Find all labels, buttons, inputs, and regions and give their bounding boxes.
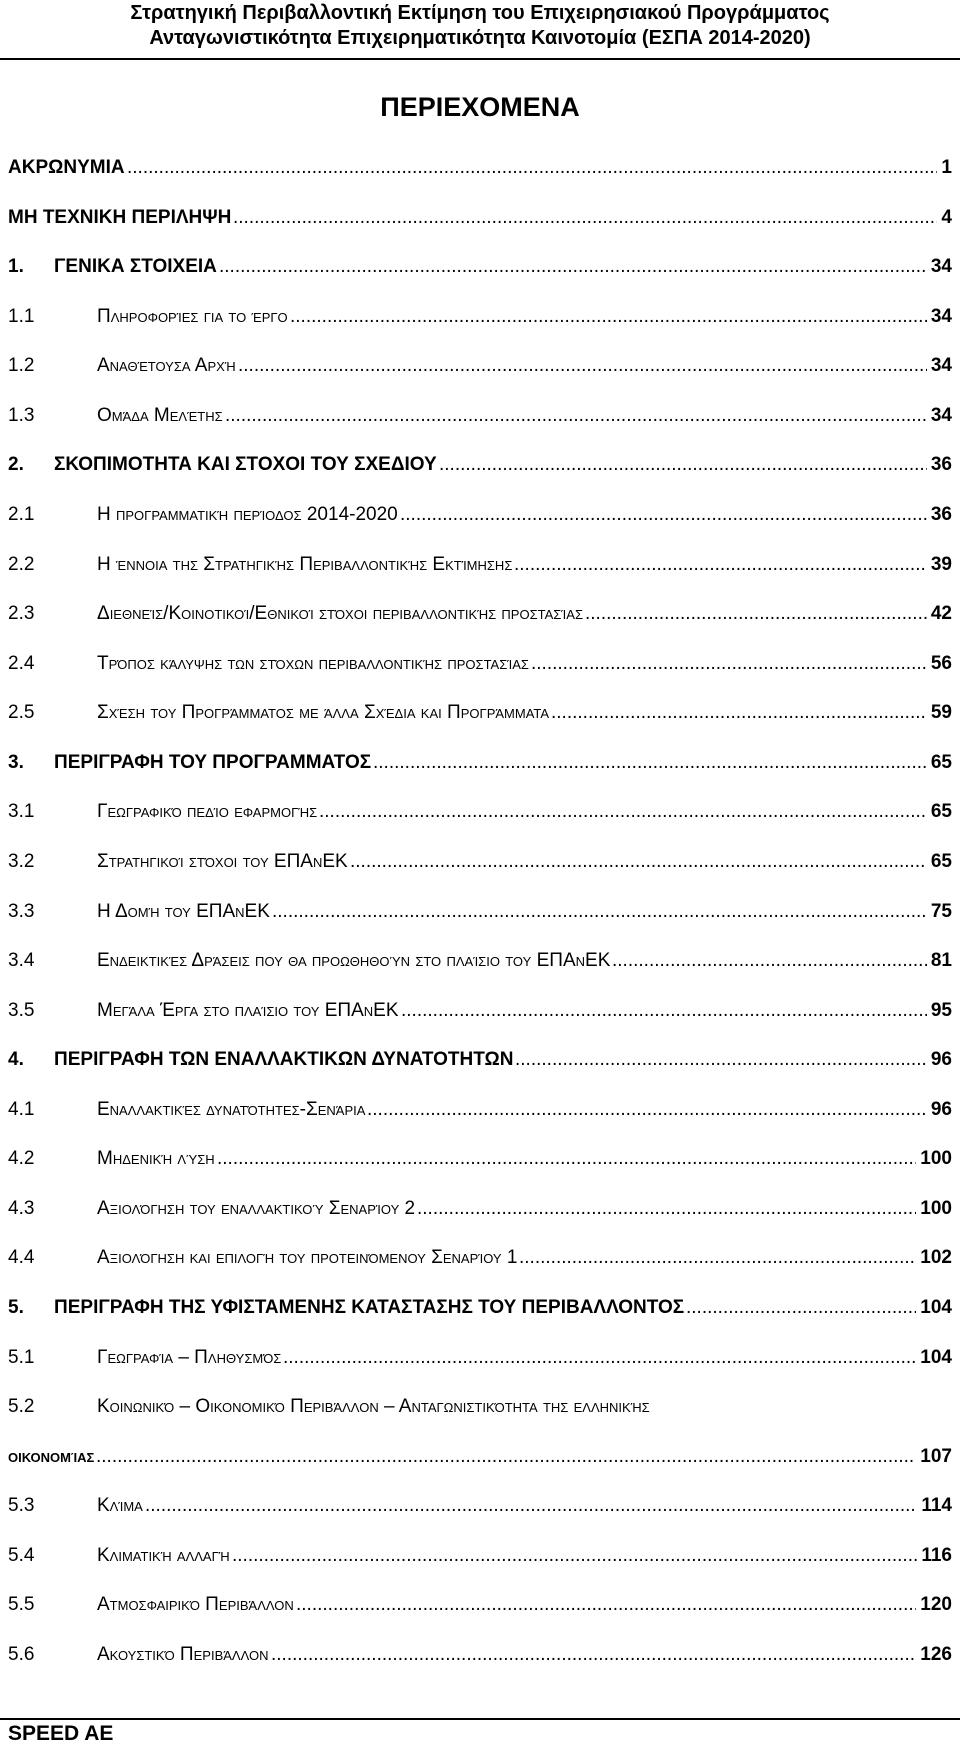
toc-entry-number: 5.2 (8, 1396, 35, 1417)
toc-entry[interactable] (0, 748, 960, 778)
toc-entry-title: Αξιολόγηση του εναλλακτικού Σεναρίου 2 (97, 1198, 416, 1219)
toc-dot-leader (612, 946, 927, 976)
toc-dot-leader (439, 450, 927, 480)
toc-entry-title: Γεωγραφία – Πληθυσμός (97, 1347, 282, 1368)
toc-entry-page: 104 (920, 1347, 952, 1368)
toc-entry[interactable] (0, 946, 960, 976)
toc-dot-leader (145, 1491, 917, 1521)
toc-entry-page: 42 (930, 603, 952, 624)
toc-entry-number: 2.2 (8, 554, 35, 575)
toc-entry[interactable] (0, 599, 960, 629)
toc-entry-page: 107 (920, 1446, 952, 1467)
toc-entry[interactable] (0, 1640, 960, 1670)
toc-entry-number: 3. (8, 752, 24, 773)
footer-company: SPEED AE (8, 1722, 114, 1745)
toc-dot-leader (400, 500, 927, 530)
toc-entry[interactable] (0, 1095, 960, 1125)
toc-entry[interactable] (0, 1194, 960, 1224)
header-rule (0, 58, 960, 60)
toc-entry-title: Κλίμα (97, 1495, 143, 1516)
toc-dot-leader (127, 153, 937, 183)
toc-dot-leader (417, 1194, 916, 1224)
toc-entry-number: 2.5 (8, 702, 35, 723)
toc-entry-title: ΑΚΡΩΝΥΜΙΑ (8, 157, 125, 178)
toc-entry-number: 3.4 (8, 950, 35, 971)
toc-entry[interactable] (0, 1293, 960, 1323)
toc-entry[interactable] (0, 252, 960, 282)
toc-dot-leader (232, 1541, 917, 1571)
toc-entry-number: 4.3 (8, 1198, 35, 1219)
toc-dot-leader (373, 748, 927, 778)
toc-entry-number: 5.3 (8, 1495, 35, 1516)
footer-rule (0, 1718, 960, 1720)
toc-dot-leader (219, 252, 927, 282)
toc-entry-title: ΓΕΝΙΚΑ ΣΤΟΙΧΕΙΑ (54, 256, 217, 277)
toc-entry-title: ΠΕΡΙΓΡΑΦΗ ΤΩΝ ΕΝΑΛΛΑΚΤΙΚΩΝ ΔΥΝΑΤΟΤΗΤΩΝ (54, 1049, 514, 1070)
toc-dot-leader (96, 1442, 916, 1472)
toc-entry[interactable] (0, 550, 960, 580)
toc-entry-title: Πληροφορίες για το έργο (97, 306, 288, 327)
toc-entry-title: Κλιματική αλλαγή (97, 1545, 230, 1566)
toc-entry[interactable] (0, 1045, 960, 1075)
toc-entry[interactable] (0, 797, 960, 827)
toc-entry-number: 2.3 (8, 603, 35, 624)
toc-entry-page: 104 (920, 1297, 952, 1318)
toc-entry[interactable] (0, 847, 960, 877)
toc-entry-number: 2.4 (8, 653, 35, 674)
toc-entry[interactable] (0, 996, 960, 1026)
toc-dot-leader (271, 1640, 916, 1670)
toc-dot-leader (401, 996, 927, 1026)
toc-entry-page: 34 (930, 306, 952, 327)
header-line-2: Ανταγωνιστικότητα Επιχειρηματικότητα Καινοτομία (ΕΣΠΑ 2014-2020) (149, 27, 811, 49)
toc-entry[interactable] (0, 698, 960, 728)
header-line-1: Στρατηγική Περιβαλλοντική Εκτίμηση του Επιχειρησιακού Προγράμματος (130, 2, 830, 24)
toc-entry-number: 2. (8, 454, 24, 475)
toc-dot-leader (233, 203, 937, 233)
toc-entry-number: 3.1 (8, 801, 35, 822)
toc-entry-continuation[interactable] (0, 1442, 960, 1472)
toc-entry[interactable] (0, 897, 960, 927)
toc-entry-page: 65 (930, 801, 952, 822)
toc-entry-title: Η Δομή του ΕΠΑνΕΚ (97, 901, 270, 922)
toc-entry[interactable] (0, 153, 960, 183)
toc-entry-number: 4. (8, 1049, 24, 1070)
toc-entry-title: ΣΚΟΠΙΜΟΤΗΤΑ ΚΑΙ ΣΤΟΧΟΙ ΤΟΥ ΣΧΕΔΙΟΥ (54, 454, 437, 475)
toc-entry-number: 1. (8, 256, 24, 277)
toc-dot-leader (350, 847, 927, 877)
toc-entry-page: 126 (920, 1644, 952, 1665)
toc-entry-title: Γεωγραφικό πεδίο εφαρμογής (97, 801, 318, 822)
toc-dot-leader (686, 1293, 916, 1323)
toc-entry-title: Ενδεικτικές Δράσεις που θα προωθηθούν στο πλαίσιο του ΕΠΑνΕΚ (97, 950, 611, 971)
toc-dot-leader (367, 1095, 927, 1125)
toc-dot-leader (514, 550, 927, 580)
toc-entry-title: Τρόπος κάλυψης των στόχων περιβαλλοντικής προστασίας (97, 653, 529, 674)
toc-entry-page: 34 (930, 256, 952, 277)
toc-dot-leader (519, 1243, 916, 1273)
toc-dot-leader (290, 302, 927, 332)
toc-dot-leader (515, 1045, 927, 1075)
toc-entry-title: Ακουστικό Περιβάλλον (97, 1644, 269, 1665)
toc-entry[interactable] (0, 1144, 960, 1174)
toc-entry[interactable] (0, 203, 960, 233)
toc-entry-number: 1.3 (8, 405, 35, 426)
toc-title: ΠΕΡΙΕΧΟΜΕΝΑ (380, 92, 580, 122)
toc-entry-title: Αναθέτουσα Αρχή (97, 355, 236, 376)
toc-entry-page: 1 (941, 157, 952, 178)
toc-entry[interactable] (0, 351, 960, 381)
toc-entry-title: Στρατηγικοί στόχοι του ΕΠΑνΕΚ (97, 851, 348, 872)
toc-entry-title: Σχέση του Προγράμματος με άλλα Σχέδια και Προγράμματα (97, 702, 550, 723)
toc-entry-page: 34 (930, 405, 952, 426)
toc-dot-leader (217, 1144, 916, 1174)
toc-entry-number: 1.2 (8, 355, 35, 376)
toc-entry-title: Ατμοσφαιρικό Περιβάλλον (97, 1594, 294, 1615)
toc-entry-number: 5.1 (8, 1347, 35, 1368)
toc-entry-number: 1.1 (8, 306, 35, 327)
toc-entry-number: 5. (8, 1297, 24, 1318)
toc-entry-page: 36 (930, 504, 952, 525)
toc-dot-leader (296, 1590, 916, 1620)
toc-entry-number: 4.2 (8, 1148, 35, 1169)
toc-entry-page: 81 (930, 950, 952, 971)
toc-entry-page: 56 (930, 653, 952, 674)
toc-dot-leader (319, 797, 927, 827)
toc-dot-leader (283, 1343, 916, 1373)
toc-entry-number: 3.5 (8, 1000, 35, 1021)
toc-entry[interactable] (0, 1590, 960, 1620)
toc-entry[interactable] (0, 302, 960, 332)
toc-entry[interactable] (0, 500, 960, 530)
toc-entry-page: 100 (920, 1198, 952, 1219)
toc-entry[interactable] (0, 1343, 960, 1373)
toc-entry[interactable] (0, 450, 960, 480)
toc-dot-leader (585, 599, 927, 629)
toc-entry-title: Εναλλακτικές δυνατότητες-Σενάρια (97, 1099, 366, 1120)
toc-dot-leader (531, 649, 927, 679)
toc-entry[interactable] (0, 1491, 960, 1521)
toc-entry-title-cont: οικονομίας (8, 1446, 95, 1467)
toc-entry-title: Η προγραμματική περίοδος 2014-2020 (97, 504, 398, 525)
toc-entry-number: 3.3 (8, 901, 35, 922)
toc-entry-number: 5.6 (8, 1644, 35, 1665)
toc-entry-number: 5.5 (8, 1594, 35, 1615)
toc-entry-page: 95 (930, 1000, 952, 1021)
toc-entry[interactable] (0, 649, 960, 679)
toc-entry-number: 2.1 (8, 504, 35, 525)
toc-entry-page: 65 (930, 752, 952, 773)
toc-entry-page: 65 (930, 851, 952, 872)
toc-entry[interactable] (0, 401, 960, 431)
toc-entry-page: 59 (930, 702, 952, 723)
toc-entry-page: 34 (930, 355, 952, 376)
toc-entry-page: 102 (920, 1247, 952, 1268)
toc-dot-leader (272, 897, 927, 927)
toc-entry-title: Ομάδα Μελέτης (97, 405, 223, 426)
toc-entry-number: 4.1 (8, 1099, 35, 1120)
toc-entry-page: 96 (930, 1049, 952, 1070)
toc-dot-leader (238, 351, 927, 381)
toc-entry-page: 100 (920, 1148, 952, 1169)
toc-entry-page: 75 (930, 901, 952, 922)
toc-entry[interactable] (0, 1243, 960, 1273)
toc-entry[interactable] (0, 1541, 960, 1571)
toc-entry-title: Κοινωνικό – Οικονομικό Περιβάλλον – Ανταγωνιστικότητα της ελληνικής (97, 1396, 650, 1417)
toc-entry-title: Αξιολόγηση και επιλογή του προτεινόμενου Σεναρίου 1 (97, 1247, 518, 1268)
toc-entry[interactable] (0, 1392, 960, 1422)
toc-entry-title: Διεθνείς/Κοινοτικοί/Εθνικοί στόχοι περιβαλλοντικής προστασίας (97, 603, 583, 624)
toc-entry-number: 3.2 (8, 851, 35, 872)
toc-entry-title: Μεγάλα Έργα στο πλαίσιο του ΕΠΑνΕΚ (97, 1000, 399, 1021)
toc-entry-title: ΜΗ ΤΕΧΝΙΚΗ ΠΕΡΙΛΗΨΗ (8, 207, 232, 228)
toc-entry-page: 120 (920, 1594, 952, 1615)
toc-entry-title: Η έννοια της Στρατηγικής Περιβαλλοντικής Εκτίμησης (97, 554, 513, 575)
toc-entry-page: 36 (930, 454, 952, 475)
toc-entry-page: 96 (930, 1099, 952, 1120)
toc-entry-title: ΠΕΡΙΓΡΑΦΗ ΤΗΣ ΥΦΙΣΤΑΜΕΝΗΣ ΚΑΤΑΣΤΑΣΗΣ ΤΟΥ ΠΕΡΙΒΑΛΛΟΝΤΟΣ (54, 1297, 685, 1318)
toc-dot-leader (551, 698, 927, 728)
toc-entry-page: 116 (921, 1545, 952, 1566)
toc-entry-number: 5.4 (8, 1545, 35, 1566)
toc-entry-number: 4.4 (8, 1247, 35, 1268)
toc-entry-title: Μηδενική λύση (97, 1148, 215, 1169)
toc-entry-page: 114 (921, 1495, 952, 1516)
toc-entry-title: ΠΕΡΙΓΡΑΦΗ ΤΟΥ ΠΡΟΓΡΑΜΜΑΤΟΣ (54, 752, 372, 773)
toc-dot-leader (225, 401, 927, 431)
toc-entry-page: 39 (930, 554, 952, 575)
toc-entry-page: 4 (941, 207, 952, 228)
document-header (0, 0, 960, 58)
